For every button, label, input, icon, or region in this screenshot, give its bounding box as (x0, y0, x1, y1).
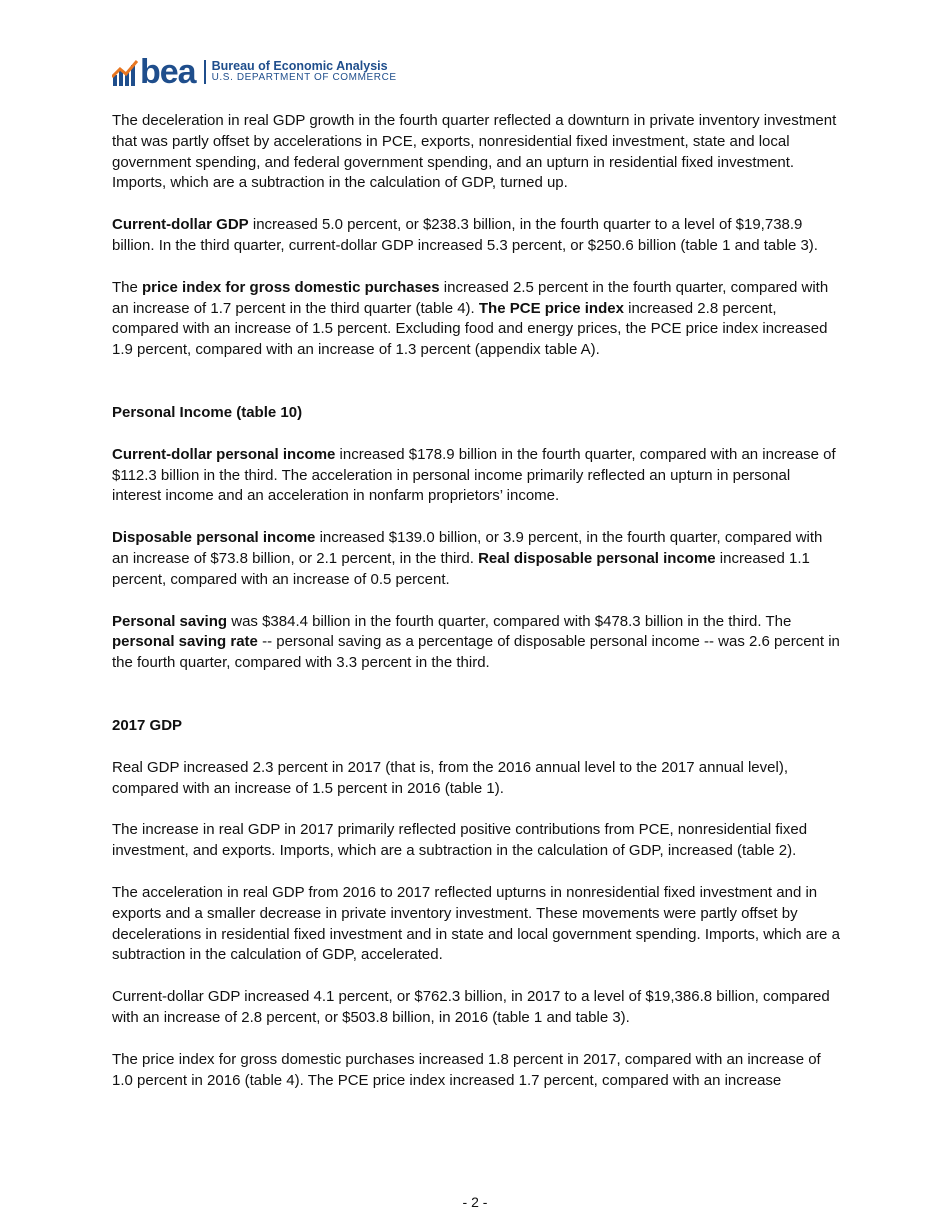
paragraph-text: increased $178.9 billion in the fourth quarter, compared with an increase of $112.3 billion in the third. The acceleration in personal income primarily reflected an upturn in personal interest income and an acceleration in nonfarm proprietors’ income. (112, 445, 836, 505)
paragraph-personal-saving (112, 612, 842, 674)
bea-chart-icon (112, 57, 138, 87)
paragraph-2017-acceleration: The acceleration in real GDP from 2016 to 2017 reflected upturns in nonresidential fixed investment and in exports and a smaller decrease in private inventory investment. These movements were partly offset by decelerations in residential fixed investment and in state and local government spending. Imports, which are a subtraction in the calculation of GDP, accelerated. (112, 883, 840, 964)
paragraph-personal-income (112, 445, 842, 507)
paragraph-text: was $384.4 billion in the fourth quarter, compared with $478.3 billion in the third. The (227, 612, 792, 630)
heading-personal-income: Personal Income (table 10) (112, 403, 303, 421)
paragraph-current-dollar-gdp (112, 215, 842, 257)
term-personal-saving: Personal saving (112, 612, 228, 630)
term-real-disposable-income: Real disposable personal income (478, 549, 716, 567)
paragraph-2017-current-dollar: Current-dollar GDP increased 4.1 percent, or $762.3 billion, in 2017 to a level of $19,386.8 billion, compared with an increase of 2.8 percent, or $503.8 billion, in 2016 (table 1 and table 3). (112, 988, 830, 1026)
logo-bureau-name: Bureau of Economic Analysis (211, 59, 388, 73)
paragraph-2017-real-gdp: Real GDP increased 2.3 percent in 2017 (that is, from the 2016 annual level to the 2017 annual level), compared with an increase of 1.5 percent in 2016 (table 1). (112, 758, 788, 797)
paragraph-text: increased $139.0 billion, or 3.9 percent, in the fourth quarter, compared with an increase of $73.8 billion, or 2.1 percent, in the third. (112, 529, 823, 567)
term-personal-income: Current-dollar personal income (112, 445, 336, 463)
logo-wordmark: bea (140, 53, 196, 91)
paragraph-text: increased 2.8 percent, compared with an increase of 1.5 percent. Excluding food and energy prices, the PCE price index increased 1.9 percent, compared with an increase of 1.3 percent (appendix table A). (112, 299, 828, 359)
logo-text (212, 60, 397, 84)
heading-2017-gdp: 2017 GDP (112, 716, 183, 734)
paragraph-gdp-deceleration: The deceleration in real GDP growth in the fourth quarter reflected a downturn in private inventory investment that was partly offset by accelerations in PCE, exports, nonresidential fixed investment, state and local government spending, and federal government spending, and an upturn in residential fixed investment. Imports, which are a subtraction in the calculation of GDP, turned up. (112, 112, 837, 192)
document-body (112, 111, 842, 1112)
paragraph-text: increased 1.1 percent, compared with an increase of 0.5 percent. (112, 549, 810, 588)
term-personal-saving-rate: personal saving rate (112, 633, 258, 651)
bea-logo (112, 54, 397, 90)
term-current-dollar-gdp: Current-dollar GDP (112, 216, 249, 234)
term-pce-price-index: The PCE price index (478, 299, 624, 317)
paragraph-disposable-income (112, 528, 842, 590)
paragraph-text: -- personal saving as a percentage of disposable personal income -- was 2.6 percent in the fourth quarter, compared with 3.3 percent in the third. (112, 633, 840, 672)
paragraph-price-index (112, 278, 842, 361)
logo-department-name: U.S. DEPARTMENT OF COMMERCE (211, 72, 397, 83)
paragraph-text: increased 2.5 percent in the fourth quarter, compared with an increase of 1.7 percent in the third quarter (table 4). (112, 278, 829, 317)
paragraph-2017-price-index: The price index for gross domestic purchases increased 1.8 percent in 2017, compared with an increase of 1.0 percent in 2016 (table 4). The PCE price index increased 1.7 percent, compared with an increase (112, 1050, 821, 1089)
paragraph-2017-contributions: The increase in real GDP in 2017 primarily reflected positive contributions from PCE, nonresidential fixed investment, and exports. Imports, which are a subtraction in the calculation of GDP, increased (table 2). (112, 821, 808, 860)
term-disposable-income: Disposable personal income (112, 529, 316, 547)
page-number: - 2 - (462, 1194, 488, 1210)
paragraph-text: The (112, 278, 143, 296)
logo-separator (204, 60, 206, 84)
paragraph-text: increased 5.0 percent, or $238.3 billion, in the fourth quarter to a level of $19,738.9 billion. In the third quarter, current-dollar GDP increased 5.3 percent, or $250.6 billion (table 1 and table 3). (112, 216, 818, 254)
term-price-index-gdp: price index for gross domestic purchases (142, 278, 440, 296)
